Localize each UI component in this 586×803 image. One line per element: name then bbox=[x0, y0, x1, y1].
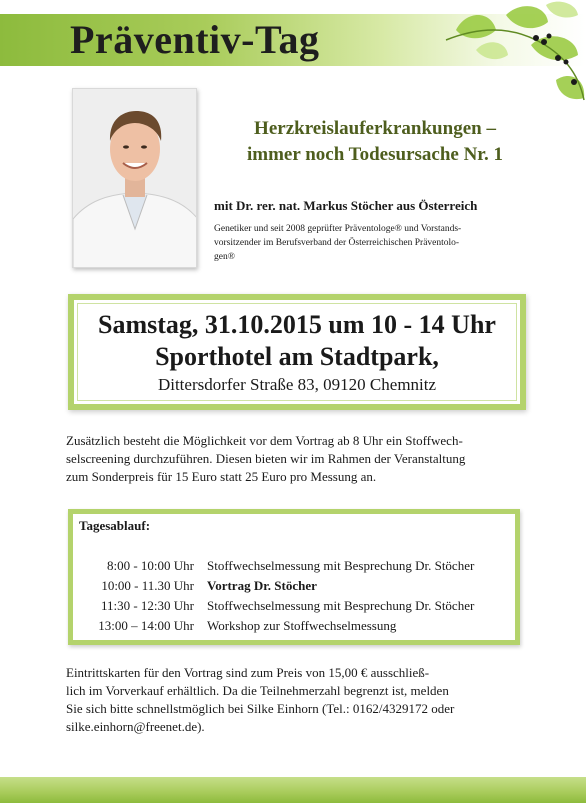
schedule-desc: Stoffwechselmessung mit Besprechung Dr. Stöcher bbox=[207, 598, 475, 613]
schedule-row bbox=[73, 598, 515, 618]
headline-line-2: immer noch Todesursache Nr. 1 bbox=[247, 144, 503, 165]
schedule-time: 8:00 - 10:00 Uhr bbox=[106, 558, 194, 573]
schedule-title: Tagesablauf: bbox=[79, 518, 151, 533]
intro-line-1: Zusätzlich besteht die Möglichkeit vor dem Vortrag ab 8 Uhr ein Stoffwech- bbox=[66, 433, 463, 448]
intro-paragraph bbox=[66, 432, 526, 486]
schedule-row bbox=[73, 578, 515, 598]
schedule-time: 11:30 - 12:30 Uhr bbox=[100, 598, 194, 613]
event-date-box bbox=[68, 294, 526, 410]
intro-line-3: zum Sonderpreis für 15 Euro statt 25 Euro pro Messung an. bbox=[66, 469, 377, 484]
page-title: Präventiv-Tag bbox=[70, 17, 320, 62]
schedule-time: 13:00 – 14:00 Uhr bbox=[98, 618, 194, 633]
speaker-desc-line-3: gen® bbox=[214, 252, 235, 262]
schedule-desc: Vortrag Dr. Stöcher bbox=[207, 578, 317, 593]
footer-band bbox=[0, 777, 586, 803]
tickets-line-2: lich im Vorverkauf erhältlich. Da die Teilnehmerzahl begrenzt ist, melden bbox=[66, 683, 449, 698]
schedule-row bbox=[73, 558, 515, 578]
schedule-box bbox=[68, 509, 520, 645]
speaker-desc-line-2: vorsitzender im Berufsverband der Österreichischen Präventolo- bbox=[214, 238, 460, 248]
tickets-line-4: silke.einhorn@freenet.de). bbox=[66, 719, 205, 734]
event-date: Samstag, 31.10.2015 um 10 - 14 Uhr bbox=[98, 310, 496, 339]
tickets-paragraph bbox=[66, 664, 524, 736]
schedule-time: 10:00 - 11.30 Uhr bbox=[101, 578, 194, 593]
speaker-portrait bbox=[72, 88, 197, 268]
headline-line-1: Herzkreislauferkrankungen – bbox=[254, 118, 496, 139]
speaker-name: mit Dr. rer. nat. Markus Stöcher aus Österreich bbox=[214, 198, 478, 213]
vine-leaves-icon bbox=[436, 0, 586, 120]
schedule-desc: Stoffwechselmessung mit Besprechung Dr. Stöcher bbox=[207, 558, 475, 573]
tickets-line-1: Eintrittskarten für den Vortrag sind zum Preis von 15,00 € ausschließ- bbox=[66, 665, 430, 680]
headline bbox=[205, 116, 545, 168]
event-venue: Sporthotel am Stadtpark, bbox=[155, 342, 439, 371]
speaker-description bbox=[214, 222, 544, 264]
event-address: Dittersdorfer Straße 83, 09120 Chemnitz bbox=[157, 375, 437, 394]
schedule-desc: Workshop zur Stoffwechselmessung bbox=[207, 618, 397, 633]
tickets-line-3: Sie sich bitte schnellstmöglich bei Silke Einhorn (Tel.: 0162/4329172 oder bbox=[66, 701, 455, 716]
schedule-row bbox=[73, 618, 515, 638]
schedule-list bbox=[73, 558, 515, 638]
speaker-desc-line-1: Genetiker und seit 2008 geprüfter Präventologe® und Vorstands- bbox=[214, 224, 462, 234]
intro-line-2: selscreening durchzuführen. Diesen bieten wir im Rahmen der Veranstaltung bbox=[66, 451, 466, 466]
